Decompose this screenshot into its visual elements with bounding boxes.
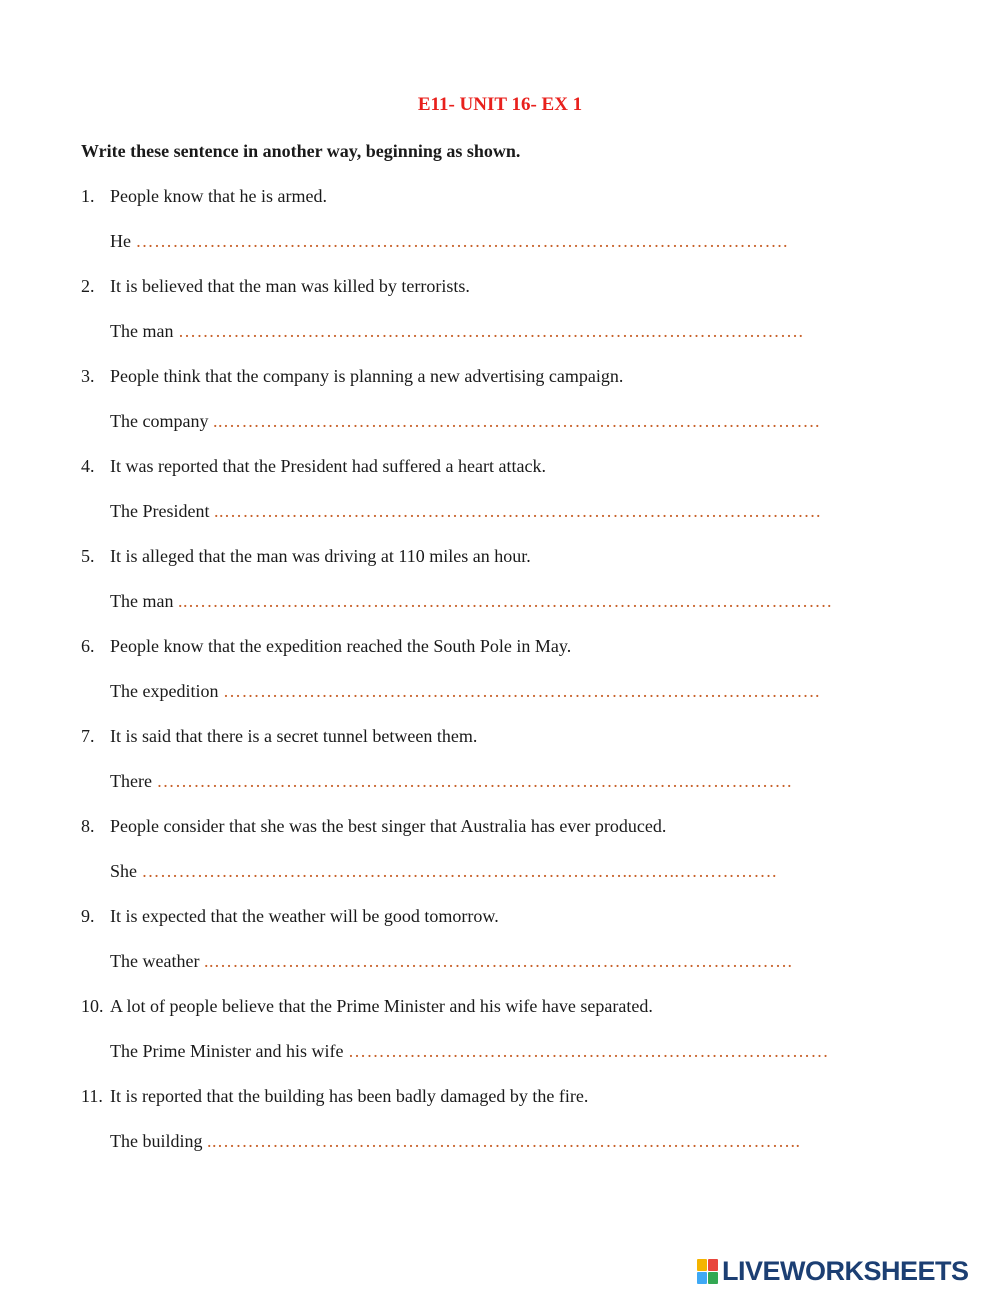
- answer-start: The company: [110, 411, 209, 431]
- item-number: 6.: [81, 636, 95, 656]
- answer-blank[interactable]: …………………………………………………………………………………….: [222, 681, 820, 701]
- question-line: [81, 544, 961, 568]
- item-number: 10.: [81, 996, 104, 1016]
- question-text: People know that the expedition reached the South Pole in May.: [110, 636, 572, 656]
- question-line: [81, 814, 961, 838]
- item-number: 1.: [81, 186, 95, 206]
- answer-line[interactable]: [81, 229, 961, 253]
- answer-start: The weather: [110, 951, 200, 971]
- answer-blank[interactable]: ..…………………………………………………………………………………….: [213, 501, 821, 521]
- answer-line[interactable]: [81, 679, 961, 703]
- answer-start: The building: [110, 1131, 203, 1151]
- answer-blank[interactable]: ..…………………………………………………………………………………….: [212, 411, 820, 431]
- answer-line[interactable]: [81, 859, 961, 883]
- answer-blank[interactable]: ..………………………………………………………………………………….: [203, 951, 793, 971]
- answer-line[interactable]: [81, 1039, 961, 1063]
- item-number: 4.: [81, 456, 95, 476]
- question-text: It is expected that the weather will be good tomorrow.: [110, 906, 499, 926]
- instruction-text: Write these sentence in another way, beginning as shown.: [81, 141, 521, 161]
- logo-blocks-icon: [697, 1259, 718, 1284]
- question-text: People know that he is armed.: [110, 186, 327, 206]
- answer-line[interactable]: [81, 769, 961, 793]
- exercise-item: [81, 454, 961, 523]
- question-text: It is believed that the man was killed by terrorists.: [110, 276, 470, 296]
- worksheet-title: E11- UNIT 16- EX 1: [417, 94, 583, 115]
- answer-blank[interactable]: ……………………………………………………………………..……..…………….: [141, 861, 777, 881]
- liveworksheets-logo: [697, 1255, 997, 1287]
- answer-start: She: [110, 861, 137, 881]
- answer-start: He: [110, 231, 131, 251]
- question-line: [81, 724, 961, 748]
- answer-line[interactable]: [81, 409, 961, 433]
- answer-blank[interactable]: …………………………………………………………………..…………………….: [177, 321, 804, 341]
- question-text: People think that the company is planning a new advertising campaign.: [110, 366, 624, 386]
- answer-line[interactable]: [81, 319, 961, 343]
- exercise-item: [81, 274, 961, 343]
- answer-line[interactable]: [81, 499, 961, 523]
- question-text: People consider that she was the best singer that Australia has ever produced.: [110, 816, 667, 836]
- item-number: 8.: [81, 816, 95, 836]
- logo-text: LIVEWORKSHEETS: [722, 1255, 969, 1286]
- answer-start: The President: [110, 501, 210, 521]
- exercise-item: [81, 184, 961, 253]
- question-line: [81, 994, 961, 1018]
- item-number: 11.: [81, 1086, 103, 1106]
- answer-start: There: [110, 771, 152, 791]
- question-text: It is said that there is a secret tunnel between them.: [110, 726, 478, 746]
- exercise-item: [81, 814, 961, 883]
- question-text: It is reported that the building has been badly damaged by the fire.: [110, 1086, 589, 1106]
- answer-start: The expedition: [110, 681, 219, 701]
- answer-blank[interactable]: …………………………………………………………………..………..…………….: [156, 771, 792, 791]
- answer-line[interactable]: [81, 1129, 961, 1153]
- exercise-item: [81, 904, 961, 973]
- exercise-item: [81, 994, 961, 1063]
- answer-blank[interactable]: …………………………………………………………………………………………….: [135, 231, 788, 251]
- item-number: 7.: [81, 726, 95, 746]
- question-line: [81, 634, 961, 658]
- answer-blank[interactable]: ..……………………………………………………………………..…………………….: [177, 591, 832, 611]
- question-line: [81, 454, 961, 478]
- item-number: 9.: [81, 906, 95, 926]
- answer-start: The Prime Minister and his wife: [110, 1041, 344, 1061]
- item-number: 2.: [81, 276, 95, 296]
- question-line: [81, 274, 961, 298]
- exercise-item: [81, 544, 961, 613]
- answer-blank[interactable]: ……………………………………………………………………: [347, 1041, 829, 1061]
- question-line: [81, 1084, 961, 1108]
- answer-start: The man: [110, 591, 174, 611]
- question-line: [81, 904, 961, 928]
- question-line: [81, 184, 961, 208]
- question-text: It is alleged that the man was driving at 110 miles an hour.: [110, 546, 531, 566]
- item-number: 5.: [81, 546, 95, 566]
- exercise-item: [81, 364, 961, 433]
- answer-blank[interactable]: ..…………………………………………………………………………………..: [207, 1131, 801, 1151]
- item-number: 3.: [81, 366, 95, 386]
- question-text: A lot of people believe that the Prime Minister and his wife have separated.: [110, 996, 653, 1016]
- answer-start: The man: [110, 321, 174, 341]
- question-text: It was reported that the President had suffered a heart attack.: [110, 456, 546, 476]
- exercise-item: [81, 1084, 961, 1153]
- exercise-item: [81, 634, 961, 703]
- question-line: [81, 364, 961, 388]
- answer-line[interactable]: [81, 589, 961, 613]
- exercise-item: [81, 724, 961, 793]
- answer-line[interactable]: [81, 949, 961, 973]
